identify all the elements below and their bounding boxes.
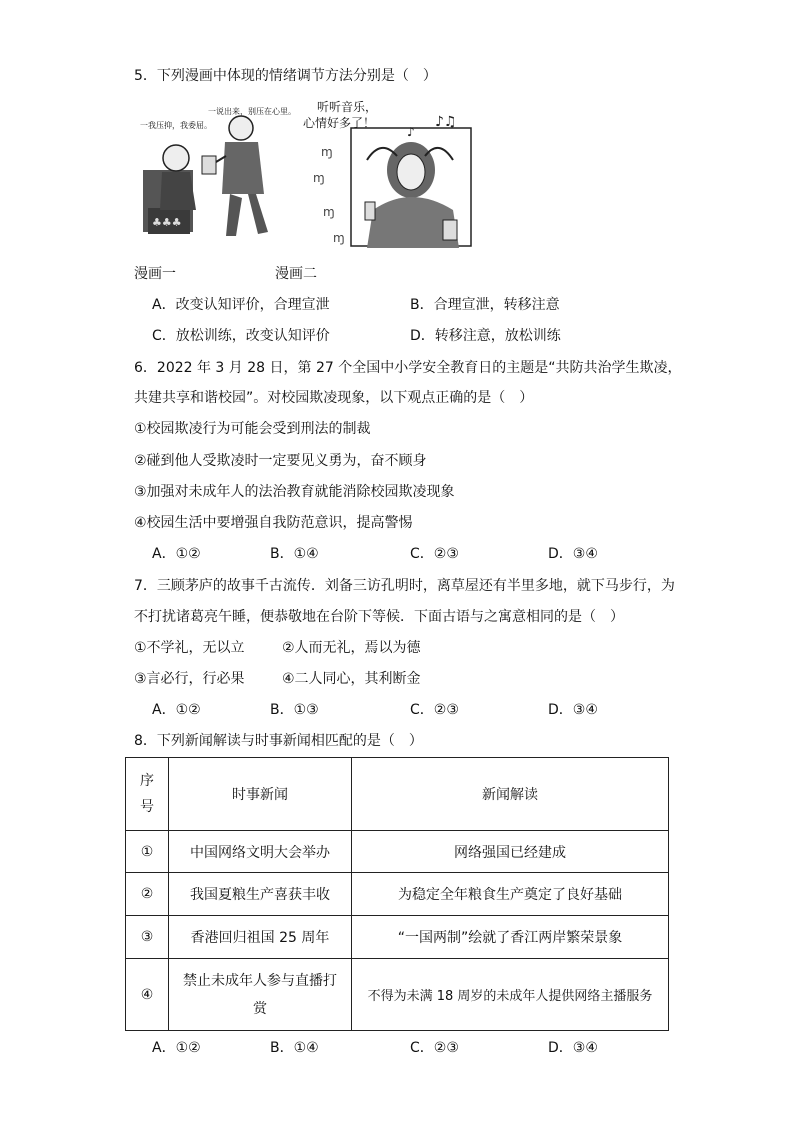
table-row xyxy=(126,959,669,1031)
q5-option-a[interactable]: A．改变认知评价，合理宣泄 xyxy=(152,297,330,313)
q6-stem-line2: 共建共享和谐校园”。对校园欺凌现象，以下观点正确的是（ ） xyxy=(134,390,534,406)
comic-one-speech-standing: 一说出来，别压在心里。 xyxy=(208,107,296,116)
table-row xyxy=(126,831,669,873)
q8-option-a[interactable]: A．①② xyxy=(152,1040,201,1056)
table-header-row xyxy=(126,758,669,831)
q6-statement-3: ③加强对未成年人的法治教育就能消除校园欺凌现象 xyxy=(134,484,455,500)
q7-option-c[interactable]: C．②③ xyxy=(410,702,459,718)
comic-one-caption: 漫画一 xyxy=(134,266,176,282)
svg-text:ɱ: ɱ xyxy=(333,231,345,245)
q7-statement-4: ④二人同心，其利断金 xyxy=(282,671,421,687)
table-row xyxy=(126,873,669,916)
svg-text:ɱ: ɱ xyxy=(321,145,333,159)
comic-two-speech-line1: 听听音乐， xyxy=(317,100,378,114)
q6-statement-2: ②碰到他人受欺凌时一定要见义勇为，奋不顾身 xyxy=(134,453,427,469)
news-table xyxy=(125,757,669,1031)
svg-text:♣♣♣: ♣♣♣ xyxy=(152,216,182,229)
q7-stem-line2: 不打扰诸葛亮午睡，便恭敬地在台阶下等候．下面古语与之寓意相同的是（ ） xyxy=(134,609,624,625)
row-reading: “一国两制”绘就了香江两岸繁荣景象 xyxy=(352,916,669,959)
svg-text:♪♫: ♪♫ xyxy=(435,114,457,130)
row-num: ① xyxy=(126,831,169,873)
q8-option-d[interactable]: D．③④ xyxy=(548,1040,598,1056)
row-reading: 为稳定全年粮食生产奠定了良好基础 xyxy=(352,873,669,916)
svg-text:♪: ♪ xyxy=(407,125,415,139)
row-news: 中国网络文明大会举办 xyxy=(169,831,352,873)
header-seq-line2: 号 xyxy=(140,799,154,815)
row-num: ② xyxy=(126,873,169,916)
q5-stem: 5．下列漫画中体现的情绪调节方法分别是（ ） xyxy=(134,68,437,84)
q6-stem-line1: 6．2022 年 3 月 28 日，第 27 个全国中小学安全教育日的主题是“共防共治学生欺凌， xyxy=(134,360,682,376)
q6-statement-1: ①校园欺凌行为可能会受到刑法的制裁 xyxy=(134,421,371,437)
row-news: 香港回归祖国 25 周年 xyxy=(169,916,352,959)
q6-option-c[interactable]: C．②③ xyxy=(410,546,459,562)
comic-two-image xyxy=(303,98,479,248)
q6-statement-4: ④校园生活中要增强自我防范意识，提高警惕 xyxy=(134,515,413,531)
comic-two-speech-line2: 心情好多了！ xyxy=(303,116,376,130)
q7-option-b[interactable]: B．①③ xyxy=(270,702,319,718)
q7-statement-1: ①不学礼，无以立 xyxy=(134,640,245,656)
row-num: ④ xyxy=(126,959,169,1031)
q7-statement-2: ②人而无礼，焉以为德 xyxy=(282,640,421,656)
q7-option-a[interactable]: A．①② xyxy=(152,702,201,718)
comic-one-speech-seated: 一我压抑，我委屈。 xyxy=(140,121,212,130)
q7-option-d[interactable]: D．③④ xyxy=(548,702,598,718)
header-reading: 新闻解读 xyxy=(352,758,669,831)
row-num: ③ xyxy=(126,916,169,959)
header-news: 时事新闻 xyxy=(169,758,352,831)
table-row xyxy=(126,916,669,959)
header-seq xyxy=(126,758,169,831)
row-reading: 不得为未满 18 周岁的未成年人提供网络主播服务 xyxy=(352,959,669,1031)
row-reading: 网络强国已经建成 xyxy=(352,831,669,873)
comic-one-image xyxy=(140,98,298,248)
q8-stem: 8．下列新闻解读与时事新闻相匹配的是（ ） xyxy=(134,733,423,749)
q6-option-a[interactable]: A．①② xyxy=(152,546,201,562)
q5-option-d[interactable]: D．转移注意，放松训练 xyxy=(410,328,561,344)
q6-option-d[interactable]: D．③④ xyxy=(548,546,598,562)
q7-statement-3: ③言必行，行必果 xyxy=(134,671,245,687)
q8-option-b[interactable]: B．①④ xyxy=(270,1040,319,1056)
q5-option-c[interactable]: C．放松训练，改变认知评价 xyxy=(152,328,330,344)
row-news-line2: 赏 xyxy=(253,1000,267,1017)
q6-option-b[interactable]: B．①④ xyxy=(270,546,319,562)
header-seq-line1: 序 xyxy=(140,773,154,789)
q7-stem-line1: 7．三顾茅庐的故事千古流传．刘备三访孔明时，离草屋还有半里多地，就下马步行，为 xyxy=(134,578,675,594)
comic-two-caption: 漫画二 xyxy=(275,266,317,282)
row-news xyxy=(169,959,352,1031)
svg-text:ɱ: ɱ xyxy=(323,205,335,219)
q8-option-c[interactable]: C．②③ xyxy=(410,1040,459,1056)
row-news: 我国夏粮生产喜获丰收 xyxy=(169,873,352,916)
row-news-line1: 禁止未成年人参与直播打 xyxy=(183,972,337,989)
q5-option-b[interactable]: B．合理宣泄，转移注意 xyxy=(410,297,560,313)
svg-text:ɱ: ɱ xyxy=(313,171,325,185)
